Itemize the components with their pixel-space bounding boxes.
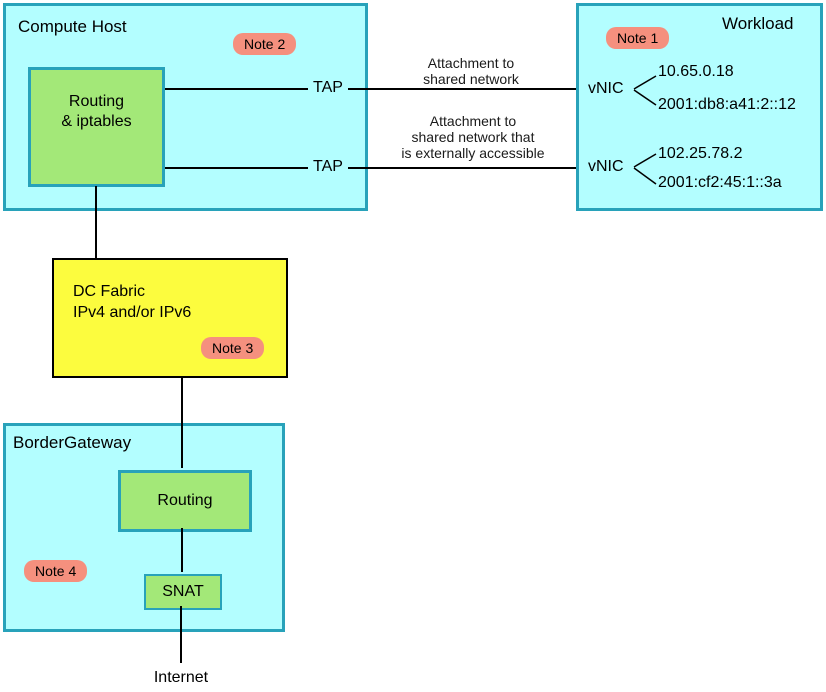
vnic-1-label: vNIC [588,80,624,97]
dc-fabric-label [73,281,191,323]
attachment-1-line2: shared network [423,71,519,87]
workload-title: Workload [722,14,794,33]
bg-routing-label: Routing [157,492,213,509]
vnic-2-ipv6: 2001:cf2:45:1::3a [658,174,782,191]
border-gateway-title: BorderGateway [13,433,132,452]
tap-label-1: TAP [308,79,348,97]
note-2-badge: Note 2 [233,33,296,55]
vnic-2-ipv4: 102.25.78.2 [658,145,743,162]
note-3-badge: Note 3 [201,337,264,359]
routing-iptables-label-line2: & iptables [61,113,132,130]
attachment-2-line3: is externally accessible [401,145,545,161]
snat-label: SNAT [162,583,204,600]
compute-host-title: Compute Host [18,17,127,36]
attachment-label-external-network [373,113,573,161]
border-gateway-box [3,423,285,632]
attachment-2-line2: shared network that [411,129,535,145]
tap-label-2: TAP [308,158,348,176]
dc-fabric-label-line2: IPv4 and/or IPv6 [73,304,192,321]
attachment-2-line1: Attachment to [429,113,517,129]
dc-fabric-label-line1: DC Fabric [73,283,146,300]
note-1-badge: Note 1 [606,27,669,49]
attachment-label-shared-network [371,55,571,87]
vnic-2-label: vNIC [588,158,624,175]
routing-iptables-label-line1: Routing [68,93,125,110]
note-4-badge: Note 4 [24,560,87,582]
internet-label: Internet [153,669,209,686]
routing-iptables-box [28,67,165,187]
vnic-1-ipv4: 10.65.0.18 [658,63,734,80]
vnic-1-ipv6: 2001:db8:a41:2::12 [658,96,796,113]
snat-box [144,574,222,610]
attachment-1-line1: Attachment to [427,55,515,71]
bg-routing-box [118,470,252,532]
